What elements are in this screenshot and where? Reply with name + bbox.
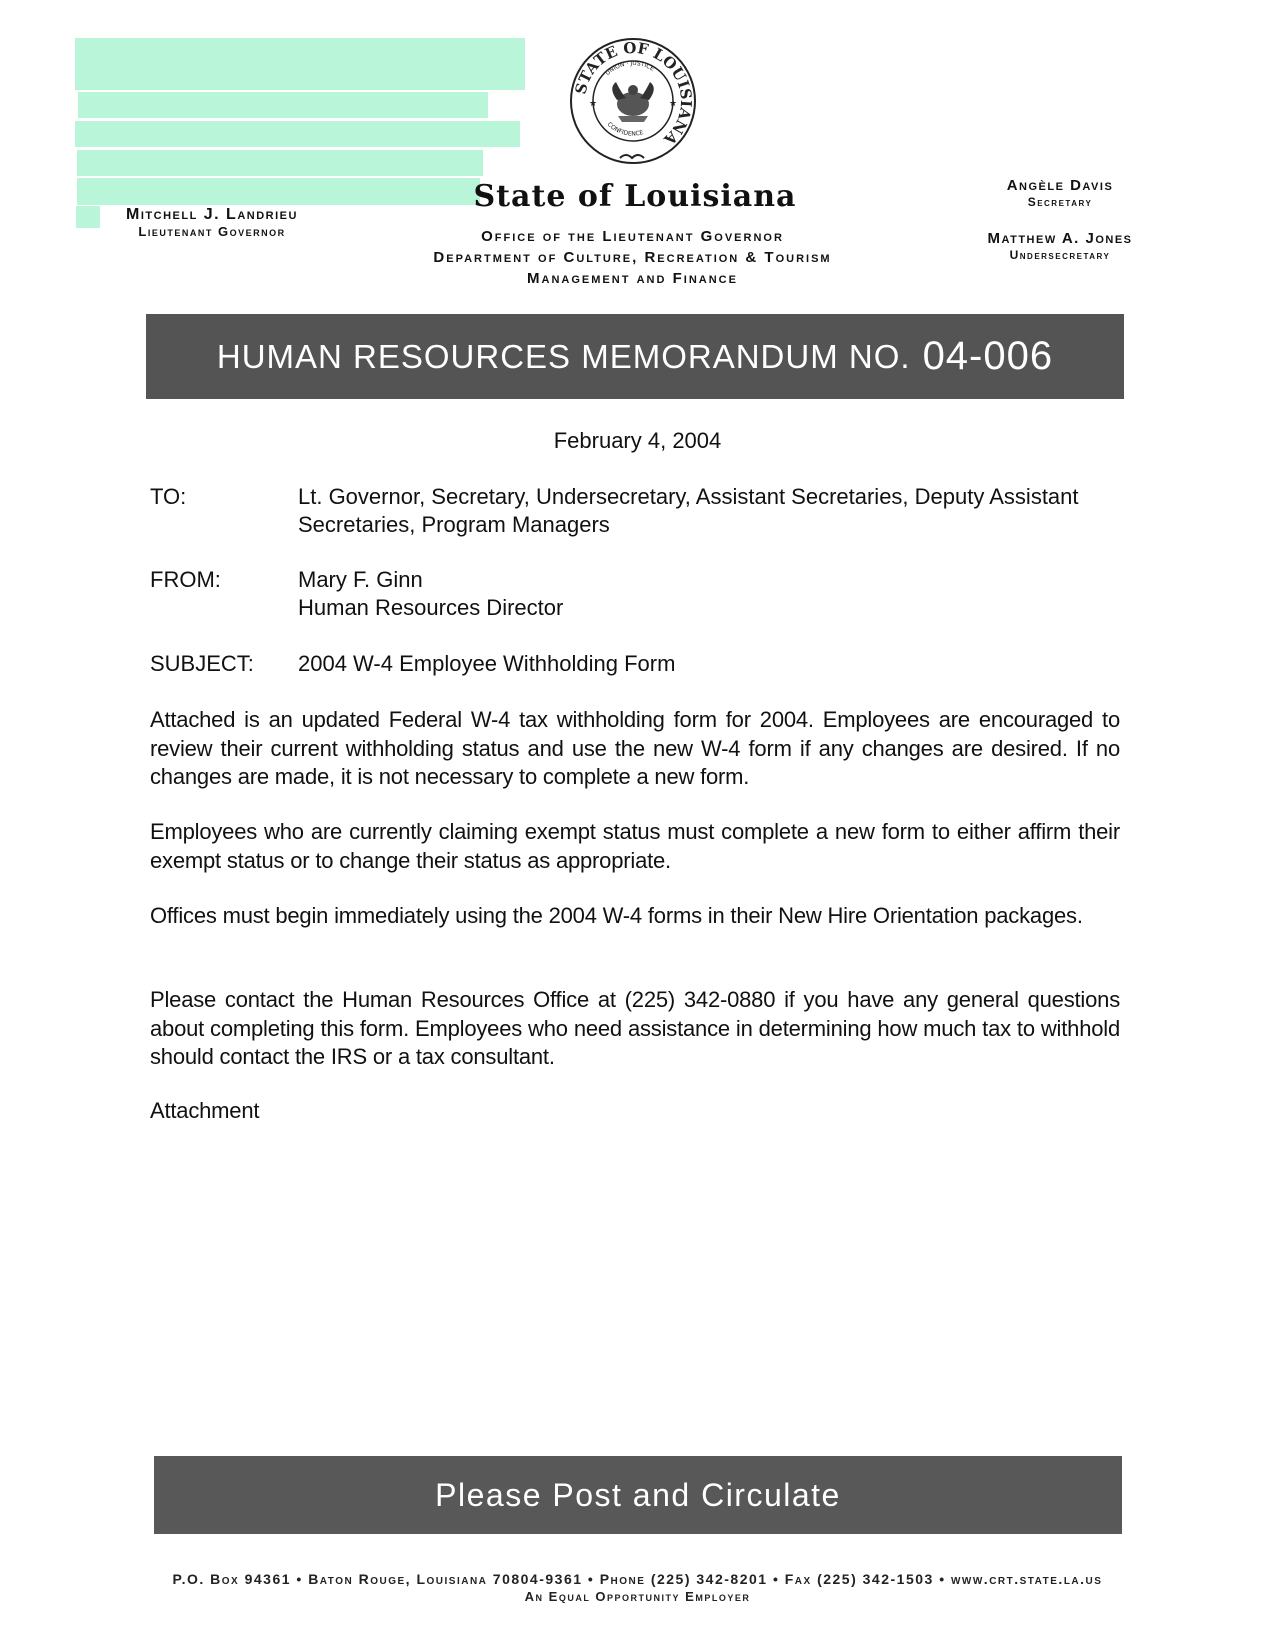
memo-number: 04-006 <box>922 334 1054 378</box>
to-recipients <box>298 483 1125 539</box>
lieutenant-governor-title: Lieutenant Governor <box>138 224 286 239</box>
body-paragraph: Employees who are currently claiming exempt status must complete a new form to either affirm their exempt status or to change their status as appropriate. <box>150 819 1120 873</box>
redaction-block <box>75 121 520 147</box>
memo-title: HUMAN RESOURCES MEMORANDUM NO. <box>216 337 911 375</box>
subject-label: SUBJECT: <box>150 651 254 676</box>
svg-text:UNION · JUSTICE <box>604 60 655 77</box>
office-lines <box>360 226 905 289</box>
secretary-title: Secretary <box>1027 195 1093 209</box>
lieutenant-governor-name: Mitchell J. Landrieu <box>126 206 298 223</box>
memo-date: February 4, 2004 <box>553 428 722 453</box>
body-paragraph: Offices must begin immediately using the 2004 W-4 forms in their New Hire Orientation packages. <box>150 903 1083 928</box>
to-line: Secretaries, Program Managers <box>298 512 610 537</box>
from-line: Mary F. Ginn <box>298 567 423 592</box>
attachment-note: Attachment <box>150 1098 260 1123</box>
redaction-block <box>76 206 100 228</box>
footer-address: P.O. Box 94361 • Baton Rouge, Louisiana 70804-9361 • Phone (225) 342-8201 • Fax (225) 342-1503 • www.crt.state.la.us <box>172 1571 1103 1587</box>
from-row <box>150 566 1125 622</box>
redaction-block <box>77 150 483 176</box>
office-line: Department of Culture, Recreation & Tourism <box>433 249 832 266</box>
to-label: TO: <box>150 484 187 509</box>
undersecretary-name: Matthew A. Jones <box>987 230 1133 247</box>
lieutenant-governor-block <box>102 206 322 240</box>
redaction-block <box>75 38 525 90</box>
state-name-heading: State of Louisiana <box>473 179 797 214</box>
undersecretary-title: Undersecretary <box>1009 248 1111 262</box>
memo-title-banner <box>146 314 1124 399</box>
office-line: Management and Finance <box>527 270 738 287</box>
body-paragraph: Please contact the Human Resources Office at (225) 342-0880 if you have any general questions about completing this form. Employees who need assistance in determining how much tax to withhold should contact the IRS or a tax consultant. <box>150 987 1120 1069</box>
from-sender <box>298 566 1125 622</box>
seal-bottom-text: CONFIDENCE <box>605 120 645 138</box>
subject-text: 2004 W-4 Employee Withholding Form <box>298 651 676 676</box>
from-label: FROM: <box>150 567 221 592</box>
state-seal-icon <box>568 36 698 166</box>
secretary-name: Angèle Davis <box>1006 177 1114 194</box>
svg-text:★: ★ <box>669 98 678 108</box>
post-and-circulate-banner: Please Post and Circulate <box>154 1456 1122 1534</box>
department-officials <box>960 177 1160 263</box>
redaction-block <box>78 92 488 118</box>
redaction-block <box>77 178 480 205</box>
to-line: Lt. Governor, Secretary, Undersecretary, Assistant Secretaries, Deputy Assistant <box>298 484 1079 509</box>
body-paragraph: Attached is an updated Federal W-4 tax withholding form for 2004. Employees are encouraged to review their current withholding status and use the new W-4 form if any changes are desired. If no changes are made, it is not necessary to complete a new form. <box>150 707 1120 789</box>
subject-row <box>150 650 1125 678</box>
from-line: Human Resources Director <box>298 595 564 620</box>
seal-motto-text: UNION · JUSTICE <box>604 59 656 77</box>
footer-eoe: An Equal Opportunity Employer <box>524 1589 751 1604</box>
seal-ring-text: STATE OF LOUISIANA <box>571 38 696 149</box>
footer <box>0 1570 1275 1606</box>
to-row <box>150 483 1125 539</box>
office-line: Office of the Lieutenant Governor <box>481 228 784 245</box>
svg-text:★: ★ <box>589 98 598 108</box>
